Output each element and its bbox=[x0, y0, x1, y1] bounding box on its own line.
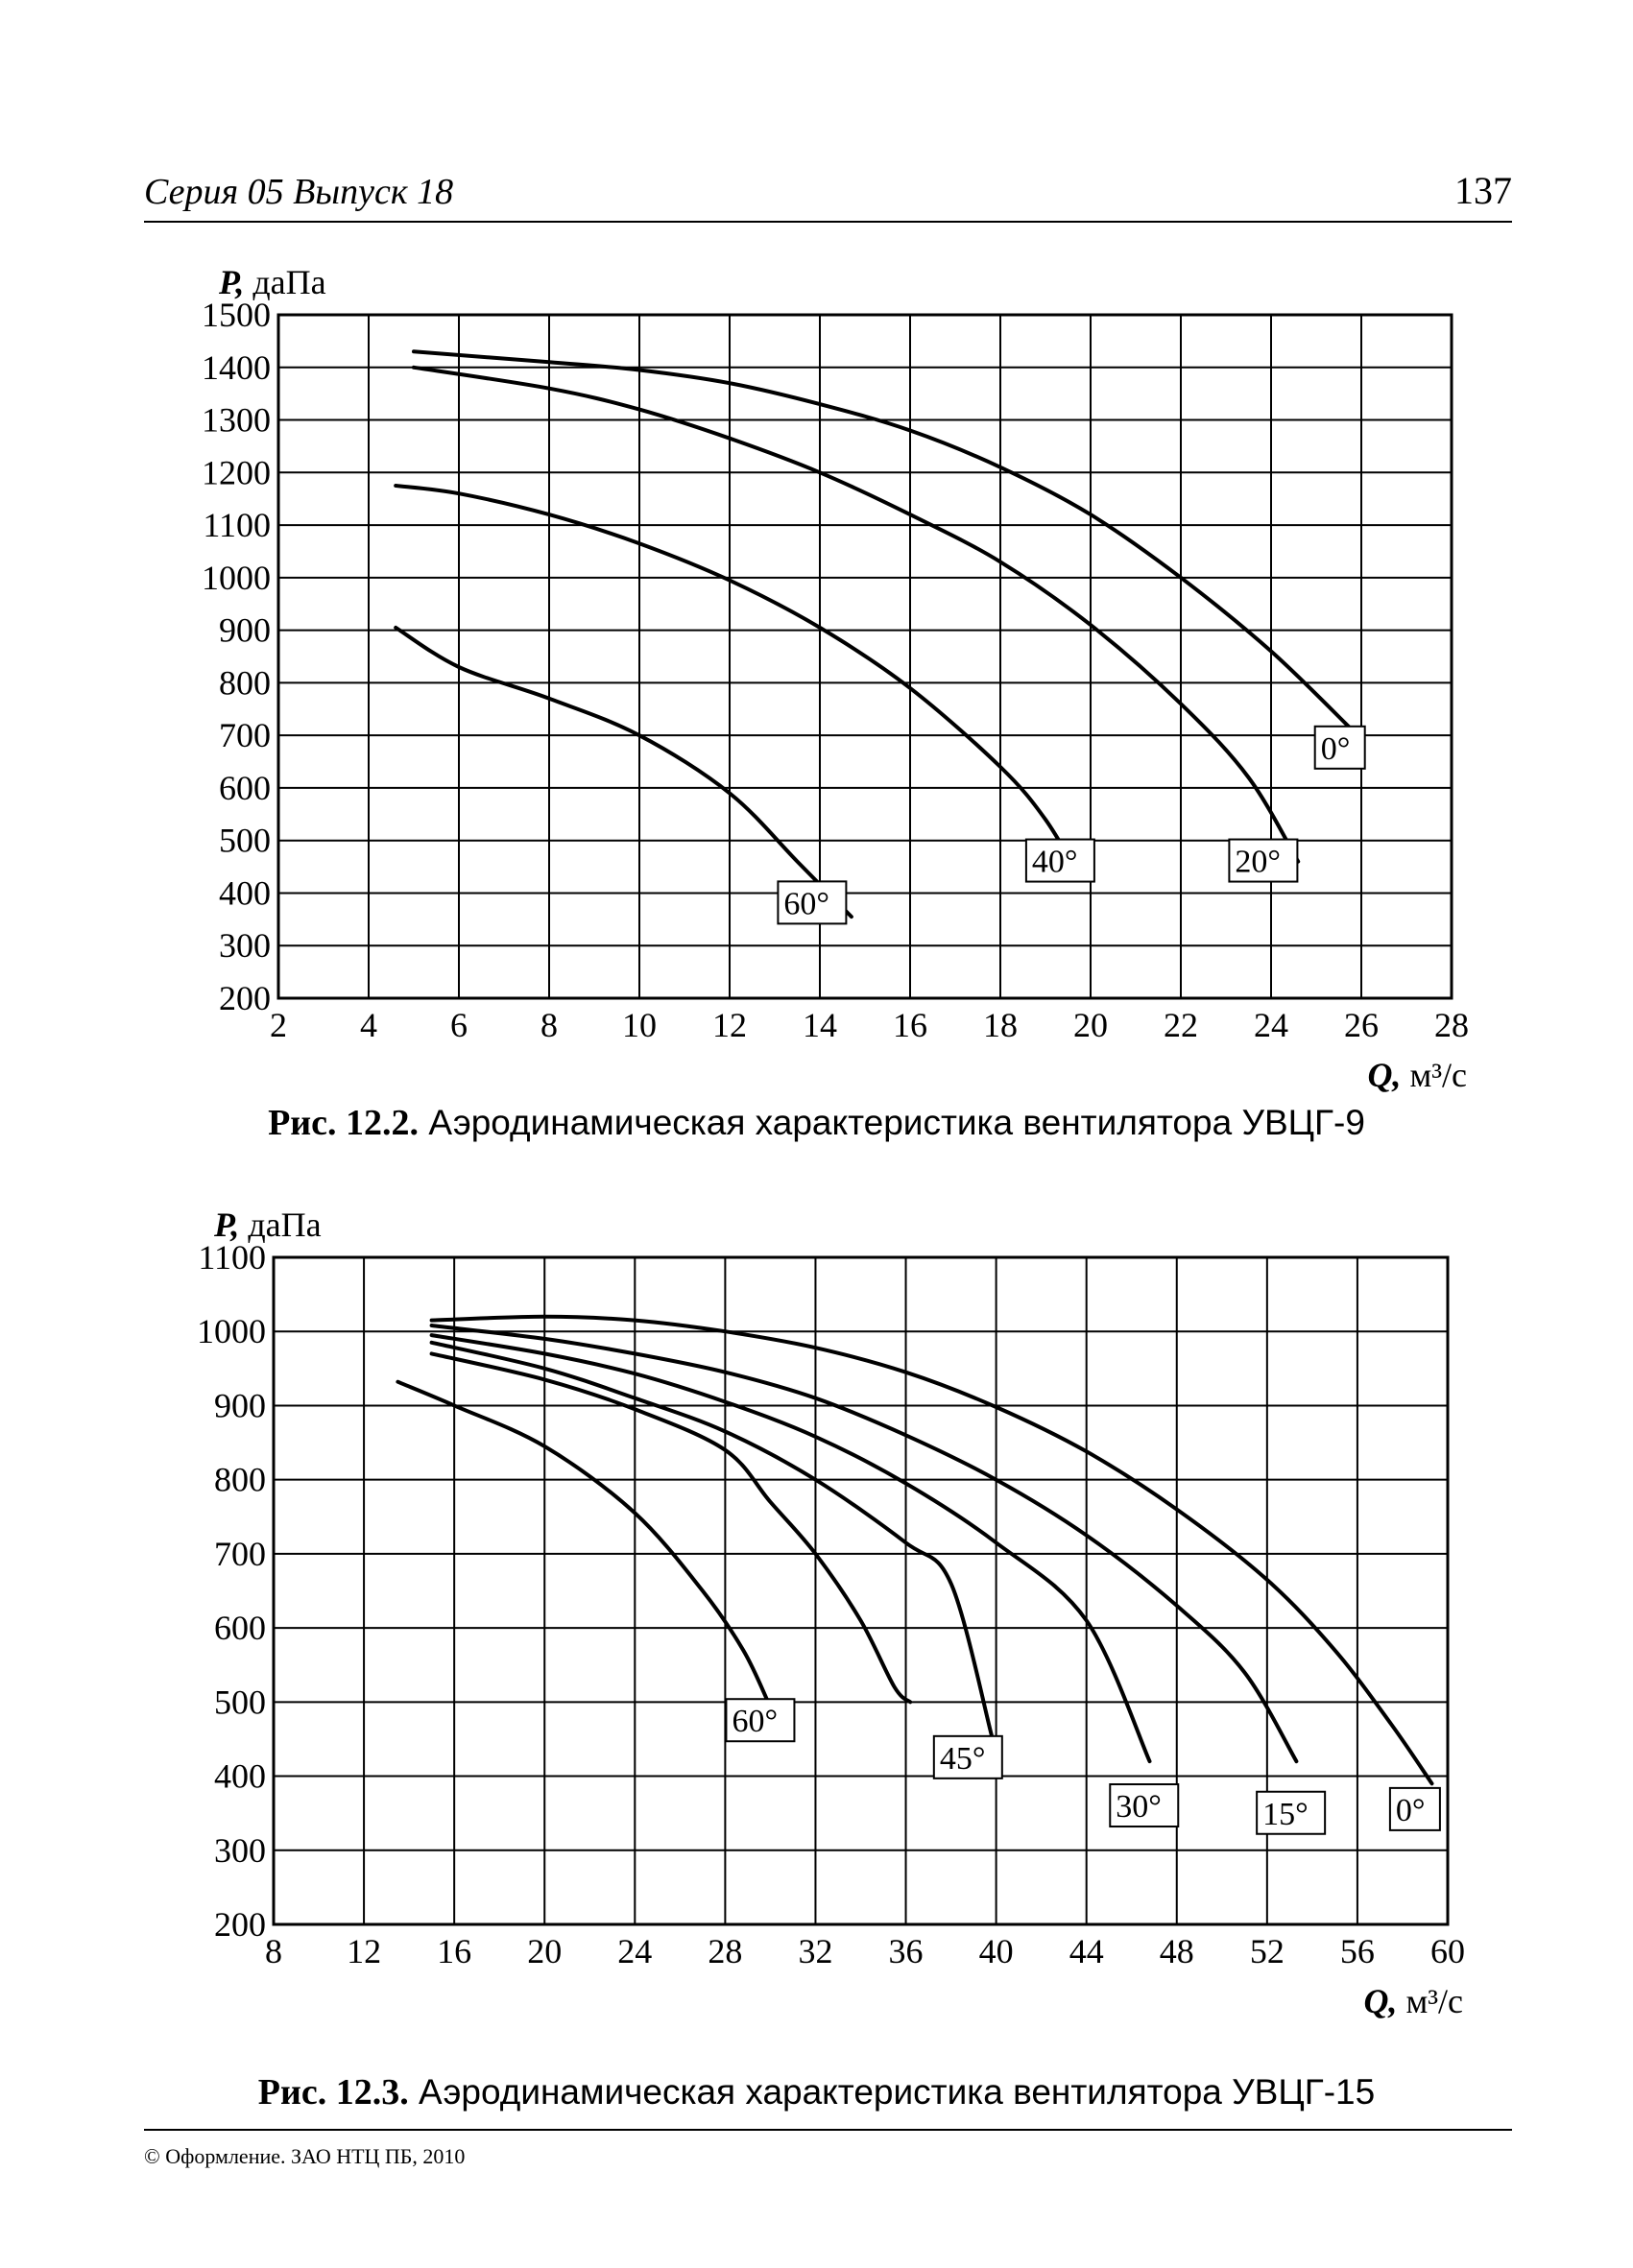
x-axis-unit: м³/с bbox=[1409, 1056, 1467, 1094]
curve-label: 60° bbox=[732, 1704, 779, 1740]
curve-label: 40° bbox=[1031, 844, 1078, 880]
figure-caption-12-2 bbox=[0, 1102, 1633, 1144]
x-tick-label: 40 bbox=[978, 1932, 1014, 1970]
x-tick-label: 14 bbox=[803, 1006, 837, 1044]
y-tick-label: 600 bbox=[219, 768, 271, 807]
x-tick-label: 12 bbox=[712, 1006, 747, 1044]
curve-label: 0° bbox=[1320, 730, 1351, 767]
y-axis-unit: даПа bbox=[252, 263, 326, 301]
x-tick-label: 16 bbox=[437, 1932, 472, 1970]
x-tick-label: 56 bbox=[1339, 1932, 1375, 1970]
y-tick-label: 300 bbox=[219, 926, 271, 966]
figure-caption-12-3 bbox=[0, 2071, 1633, 2113]
x-axis-title bbox=[1367, 1056, 1467, 1094]
x-tick-label: 2 bbox=[270, 1006, 287, 1044]
y-tick-label: 800 bbox=[219, 663, 271, 703]
x-axis-symbol: Q, bbox=[1363, 1982, 1406, 2020]
y-axis-unit: даПа bbox=[248, 1206, 322, 1244]
y-tick-label: 1500 bbox=[202, 296, 271, 334]
x-tick-label: 52 bbox=[1249, 1932, 1285, 1970]
page-number: 137 bbox=[1454, 169, 1512, 212]
y-axis-symbol: P, bbox=[214, 1206, 249, 1244]
x-tick-label: 10 bbox=[622, 1006, 657, 1044]
y-tick-label: 1100 bbox=[203, 506, 271, 545]
y-axis-title bbox=[213, 1206, 322, 1244]
x-tick-label: 8 bbox=[265, 1932, 282, 1970]
x-tick-label: 8 bbox=[540, 1006, 558, 1044]
y-tick-label: 700 bbox=[214, 1534, 266, 1573]
y-axis-symbol: P, bbox=[219, 263, 253, 301]
y-tick-label: 200 bbox=[214, 1905, 266, 1944]
y-tick-label: 900 bbox=[214, 1386, 266, 1425]
x-tick-label: 12 bbox=[347, 1932, 382, 1970]
x-tick-label: 16 bbox=[893, 1006, 927, 1044]
x-axis-title bbox=[1363, 1982, 1463, 2020]
chart-uvcg-15 bbox=[0, 1181, 1633, 2064]
x-tick-label: 6 bbox=[450, 1006, 468, 1044]
y-tick-label: 900 bbox=[219, 610, 271, 650]
y-tick-label: 1200 bbox=[202, 453, 271, 492]
y-tick-label: 1000 bbox=[202, 558, 271, 597]
curve-label: 45° bbox=[939, 1740, 986, 1777]
y-tick-label: 1100 bbox=[198, 1238, 266, 1277]
x-axis-unit: м³/с bbox=[1405, 1982, 1463, 2020]
y-tick-label: 500 bbox=[219, 821, 271, 860]
x-tick-label: 44 bbox=[1069, 1932, 1104, 1970]
y-tick-label: 400 bbox=[219, 873, 271, 913]
y-tick-label: 800 bbox=[214, 1460, 266, 1499]
curve-0-deg bbox=[414, 351, 1353, 729]
x-tick-label: 20 bbox=[1073, 1006, 1108, 1044]
y-tick-label: 200 bbox=[219, 979, 271, 1017]
page-header bbox=[144, 171, 1512, 223]
curve-15-deg bbox=[432, 1325, 1297, 1761]
chart-uvcg-9 bbox=[0, 230, 1633, 1094]
curve-label: 30° bbox=[1116, 1789, 1162, 1826]
y-tick-label: 1400 bbox=[202, 347, 271, 387]
x-axis-symbol: Q, bbox=[1367, 1056, 1410, 1094]
x-tick-label: 4 bbox=[360, 1006, 377, 1044]
figure-caption-text: Аэродинамическая характеристика вентилятора УВЦГ-9 bbox=[428, 1103, 1365, 1142]
curve-30-deg bbox=[432, 1335, 1150, 1761]
x-tick-label: 48 bbox=[1159, 1932, 1194, 1970]
x-tick-label: 32 bbox=[798, 1932, 833, 1970]
x-tick-label: 20 bbox=[527, 1932, 563, 1970]
curve-label: 0° bbox=[1395, 1792, 1426, 1828]
y-axis-title bbox=[218, 263, 326, 301]
x-tick-label: 18 bbox=[983, 1006, 1018, 1044]
x-tick-label: 28 bbox=[1434, 1006, 1469, 1044]
y-tick-label: 1300 bbox=[202, 400, 271, 440]
curve-0-deg bbox=[432, 1317, 1432, 1784]
y-tick-label: 600 bbox=[214, 1609, 266, 1648]
curve-45-deg bbox=[432, 1343, 992, 1735]
curve-label: 20° bbox=[1235, 844, 1282, 880]
x-tick-label: 28 bbox=[708, 1932, 743, 1970]
curve-60-deg bbox=[396, 628, 852, 917]
y-tick-label: 700 bbox=[219, 716, 271, 755]
x-tick-label: 24 bbox=[617, 1932, 653, 1970]
x-tick-label: 36 bbox=[888, 1932, 924, 1970]
figure-number: Рис. 12.2. bbox=[268, 1103, 420, 1143]
curve-label: 15° bbox=[1262, 1796, 1309, 1832]
curve-label: 60° bbox=[783, 886, 830, 922]
x-tick-label: 24 bbox=[1254, 1006, 1288, 1044]
page-footer bbox=[144, 2129, 1512, 2169]
copyright-text: © Оформление. ЗАО НТЦ ПБ, 2010 bbox=[144, 2144, 466, 2168]
y-tick-label: 1000 bbox=[197, 1312, 266, 1351]
figure-number: Рис. 12.3. bbox=[257, 2072, 409, 2113]
x-tick-label: 22 bbox=[1164, 1006, 1198, 1044]
y-tick-label: 300 bbox=[214, 1830, 266, 1870]
y-tick-label: 400 bbox=[214, 1756, 266, 1796]
y-tick-label: 500 bbox=[214, 1683, 266, 1722]
series-title: Серия 05 Выпуск 18 bbox=[144, 172, 454, 212]
x-tick-label: 26 bbox=[1344, 1006, 1379, 1044]
figure-caption-text: Аэродинамическая характеристика вентилятора УВЦГ-15 bbox=[419, 2072, 1376, 2112]
x-tick-label: 60 bbox=[1430, 1932, 1465, 1970]
